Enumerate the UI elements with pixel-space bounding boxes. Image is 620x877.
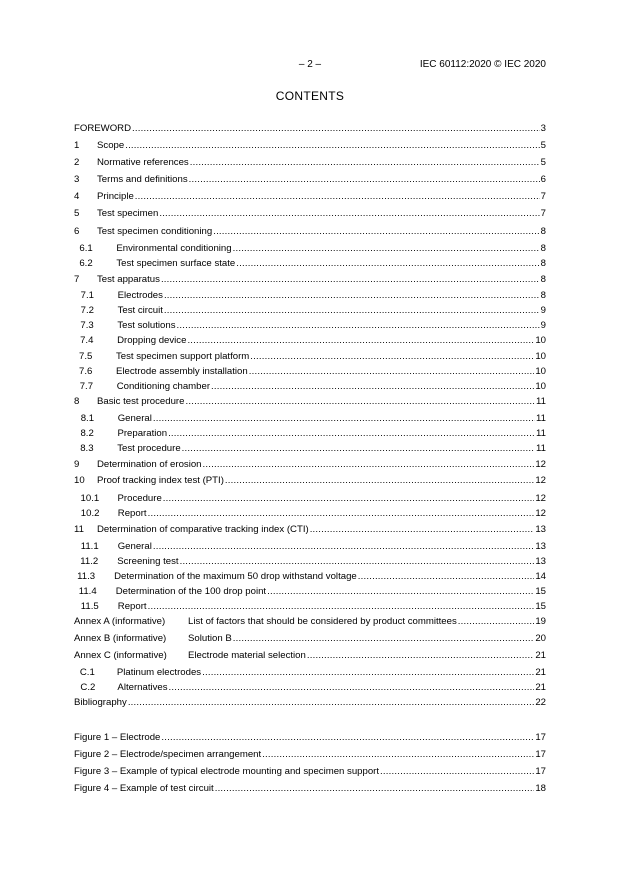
toc-entry-number: 11.4 xyxy=(78,586,97,597)
toc-page-number: 5 xyxy=(540,140,546,151)
toc-entry-title: Test procedure xyxy=(117,443,181,454)
toc-entry-number: Annex C (informative) xyxy=(74,650,167,661)
toc-entry-title: Proof tracking index test (PTI) xyxy=(97,475,224,486)
toc-entry-number: 4 xyxy=(74,191,80,202)
toc-entry-title: Procedure xyxy=(117,493,162,504)
toc-entry-number: 8.1 xyxy=(80,413,95,424)
dot-leader xyxy=(148,508,535,520)
figure-list-item[interactable] xyxy=(74,783,546,795)
toc-entry[interactable] xyxy=(74,541,546,553)
toc-entry-number: C.2 xyxy=(80,682,96,693)
figure-title: Figure 1 – Electrode xyxy=(74,732,161,743)
dot-leader xyxy=(262,749,534,761)
dot-leader xyxy=(458,616,535,628)
dot-leader xyxy=(159,208,539,220)
dot-leader xyxy=(190,157,540,169)
toc-entry[interactable] xyxy=(74,475,546,487)
dot-leader xyxy=(177,320,540,332)
toc-entry[interactable] xyxy=(74,601,546,613)
toc-page-number: 10 xyxy=(535,366,546,377)
toc-page-number: 15 xyxy=(535,601,546,612)
toc-entry-title: Determination of the 100 drop point xyxy=(115,586,267,597)
toc-entry-number: 11 xyxy=(74,524,84,535)
dot-leader xyxy=(164,290,540,302)
toc-entry-number: 7.7 xyxy=(79,381,94,392)
toc-entry[interactable] xyxy=(74,351,546,363)
toc-entry[interactable] xyxy=(74,616,546,628)
toc-entry-title: Dropping device xyxy=(117,335,187,346)
toc-page-number: 9 xyxy=(540,305,546,316)
toc-page-number: 17 xyxy=(535,732,546,743)
toc-entry-title: Test specimen support platform xyxy=(115,351,250,362)
toc-entry[interactable] xyxy=(74,243,546,255)
toc-entry[interactable] xyxy=(74,366,546,378)
toc-entry-title: Electrodes xyxy=(117,290,163,301)
toc-entry-title: Test solutions xyxy=(117,320,176,331)
toc-entry-title: General xyxy=(117,413,152,424)
toc-entry-title: Scope xyxy=(97,140,125,151)
toc-page-number: 21 xyxy=(535,667,546,678)
toc-page-number: 17 xyxy=(535,766,546,777)
toc-entry-number: 1 xyxy=(74,140,80,151)
toc-entry-title: Test specimen xyxy=(97,208,159,219)
dot-leader xyxy=(225,475,534,487)
toc-entry[interactable] xyxy=(74,274,546,286)
toc-entry-title: Test circuit xyxy=(117,305,163,316)
toc-entry[interactable] xyxy=(74,396,546,408)
dot-leader xyxy=(233,633,535,645)
toc-page-number: 19 xyxy=(535,616,546,627)
toc-entry-title: Principle xyxy=(97,191,134,202)
toc-page-number: 12 xyxy=(535,475,546,486)
toc-entry-title: Test specimen conditioning xyxy=(97,226,213,237)
toc-entry-title: Determination of comparative tracking index (CTI) xyxy=(97,524,309,535)
toc-page-number: 7 xyxy=(540,191,546,202)
toc-entry[interactable] xyxy=(74,443,546,455)
toc-entry[interactable] xyxy=(74,191,546,203)
toc-entry[interactable] xyxy=(74,123,546,135)
dot-leader xyxy=(153,413,535,425)
dot-leader xyxy=(250,351,534,363)
dot-leader xyxy=(233,243,540,255)
toc-entry-title: Basic test procedure xyxy=(97,396,185,407)
dot-leader xyxy=(153,541,534,553)
dot-leader xyxy=(249,366,535,378)
toc-entry[interactable] xyxy=(74,428,546,440)
page-title: CONTENTS xyxy=(275,89,345,103)
toc-entry-number: Annex B (informative) xyxy=(74,633,167,644)
toc-page-number: 17 xyxy=(535,749,546,760)
figure-list-item[interactable] xyxy=(74,749,546,761)
toc-entry[interactable] xyxy=(74,140,546,152)
toc-page-number: 7 xyxy=(540,208,546,219)
toc-page-number: 21 xyxy=(535,650,546,661)
toc-entry-number: 9 xyxy=(74,459,80,470)
toc-entry-title: Solution B xyxy=(188,633,232,644)
toc-entry[interactable] xyxy=(74,335,546,347)
dot-leader xyxy=(161,274,540,286)
dot-leader xyxy=(358,571,535,583)
dot-leader xyxy=(203,459,535,471)
dot-leader xyxy=(185,396,535,408)
dot-leader xyxy=(267,586,534,598)
dot-leader xyxy=(161,732,534,744)
toc-entry-number: 10.1 xyxy=(80,493,100,504)
toc-entry-number: 3 xyxy=(74,174,80,185)
toc-entry[interactable] xyxy=(74,633,546,645)
toc-page-number: 9 xyxy=(540,320,546,331)
dot-leader xyxy=(128,697,535,709)
toc-entry[interactable] xyxy=(74,508,546,520)
toc-page-number: 13 xyxy=(535,524,546,535)
toc-entry-title: Determination of the maximum 50 drop withstand voltage xyxy=(114,571,357,582)
toc-entry-title: Test apparatus xyxy=(97,274,160,285)
toc-entry[interactable] xyxy=(74,556,546,568)
toc-page-number: 11 xyxy=(536,413,546,424)
toc-entry-number: 6.2 xyxy=(79,258,93,269)
toc-page-number: 5 xyxy=(540,157,546,168)
toc-page-number: 8 xyxy=(540,226,546,237)
toc-page-number: 8 xyxy=(540,258,546,269)
toc-entry[interactable] xyxy=(74,381,546,393)
toc-entry[interactable] xyxy=(74,682,546,694)
toc-entry[interactable] xyxy=(74,667,546,679)
toc-page-number: 8 xyxy=(540,274,546,285)
toc-page-number: 13 xyxy=(535,556,546,567)
toc-entry-number: 7.1 xyxy=(80,290,94,301)
toc-entry-title: Screening test xyxy=(117,556,179,567)
toc-entry[interactable] xyxy=(74,571,546,583)
toc-page-number: 22 xyxy=(535,697,546,708)
dot-leader xyxy=(307,650,534,662)
toc-entry-title: Preparation xyxy=(117,428,168,439)
toc-entry-number: 7 xyxy=(74,274,80,285)
toc-entry-title: Environmental conditioning xyxy=(116,243,232,254)
page-number: – 2 – xyxy=(298,59,322,70)
toc-page-number: 21 xyxy=(535,682,546,693)
toc-entry-number: 7.4 xyxy=(80,335,94,346)
toc-entry-title: FOREWORD xyxy=(74,123,132,134)
toc-entry-number: 6 xyxy=(74,226,80,237)
toc-entry[interactable] xyxy=(74,524,546,536)
toc-entry-number: 11.1 xyxy=(80,541,99,552)
toc-page-number: 11 xyxy=(536,428,546,439)
toc-entry-title: Platinum electrodes xyxy=(116,667,202,678)
toc-entry[interactable] xyxy=(74,459,546,471)
dot-leader xyxy=(187,335,534,347)
toc-entry[interactable] xyxy=(74,157,546,169)
toc-entry-title: List of factors that should be considered by product committees xyxy=(188,616,457,627)
dot-leader xyxy=(168,428,535,440)
dot-leader xyxy=(125,140,539,152)
toc-entry-number: 11.2 xyxy=(80,556,99,567)
figure-title: Figure 2 – Electrode/specimen arrangement xyxy=(74,749,262,760)
dot-leader xyxy=(164,305,540,317)
dot-leader xyxy=(163,493,535,505)
document-reference: IEC 60112:2020 © IEC 2020 xyxy=(419,59,546,70)
dot-leader xyxy=(202,667,534,679)
dot-leader xyxy=(132,123,540,135)
toc-page-number: 6 xyxy=(540,174,546,185)
toc-page-number: 11 xyxy=(536,443,546,454)
toc-entry-title: Report xyxy=(117,601,147,612)
toc-entry-title: Determination of erosion xyxy=(97,459,202,470)
toc-entry-title: Report xyxy=(117,508,147,519)
toc-page-number: 13 xyxy=(535,541,546,552)
figure-title: Figure 3 – Example of typical electrode mounting and specimen support xyxy=(74,766,380,777)
toc-entry-number: 8.3 xyxy=(80,443,94,454)
toc-entry-number: 7.6 xyxy=(79,366,93,377)
toc-page-number: 10 xyxy=(535,351,546,362)
toc-entry[interactable] xyxy=(74,413,546,425)
dot-leader xyxy=(180,556,535,568)
toc-page-number: 14 xyxy=(535,571,546,582)
toc-entry-number: 8 xyxy=(74,396,80,407)
toc-page-number: 12 xyxy=(535,508,546,519)
toc-page-number: 10 xyxy=(535,381,546,392)
toc-entry-title: Electrode assembly installation xyxy=(116,366,248,377)
toc-entry[interactable] xyxy=(74,697,546,709)
toc-entry[interactable] xyxy=(74,174,546,186)
toc-page-number: 8 xyxy=(540,290,546,301)
toc-entry-number: Annex A (informative) xyxy=(74,616,166,627)
toc-page-number: 11 xyxy=(536,396,546,407)
toc-entry-number: C.1 xyxy=(79,667,95,678)
toc-page-number: 18 xyxy=(535,783,546,794)
dot-leader xyxy=(189,174,540,186)
toc-entry-title: Test specimen surface state xyxy=(116,258,236,269)
dot-leader xyxy=(215,783,535,795)
figure-list-item[interactable] xyxy=(74,766,546,778)
toc-page-number: 8 xyxy=(540,243,546,254)
figure-title: Figure 4 – Example of test circuit xyxy=(74,783,214,794)
dot-leader xyxy=(236,258,539,270)
toc-entry[interactable] xyxy=(74,208,546,220)
toc-entry[interactable] xyxy=(74,305,546,317)
toc-entry-number: 2 xyxy=(74,157,80,168)
dot-leader xyxy=(169,682,535,694)
toc-entry-number: 7.5 xyxy=(78,351,93,362)
toc-entry-number: 5 xyxy=(74,208,80,219)
toc-page-number: 12 xyxy=(535,459,546,470)
dot-leader xyxy=(211,381,534,393)
toc-entry-number: 8.2 xyxy=(80,428,94,439)
toc-entry-title: Bibliography xyxy=(74,697,127,708)
dot-leader xyxy=(380,766,534,778)
toc-page-number: 3 xyxy=(540,123,546,134)
toc-entry[interactable] xyxy=(74,493,546,505)
dot-leader xyxy=(213,226,539,238)
toc-entry[interactable] xyxy=(74,650,546,662)
toc-page-number: 20 xyxy=(535,633,546,644)
toc-entry-title: Conditioning chamber xyxy=(116,381,211,392)
toc-entry-title: Normative references xyxy=(97,157,189,168)
dot-leader xyxy=(135,191,540,203)
toc-entry-title: Alternatives xyxy=(117,682,168,693)
dot-leader xyxy=(310,524,535,536)
toc-entry[interactable] xyxy=(74,586,546,598)
toc-entry[interactable] xyxy=(74,258,546,270)
toc-entry-title: Electrode material selection xyxy=(188,650,306,661)
toc-page-number: 15 xyxy=(535,586,546,597)
dot-leader xyxy=(182,443,535,455)
toc-page-number: 12 xyxy=(535,493,546,504)
toc-page-number: 10 xyxy=(535,335,546,346)
toc-entry-title: Terms and definitions xyxy=(97,174,188,185)
dot-leader xyxy=(148,601,535,613)
toc-entry-number: 6.1 xyxy=(79,243,93,254)
toc-entry[interactable] xyxy=(74,320,546,332)
figure-list-item[interactable] xyxy=(74,732,546,744)
toc-entry-number: 7.3 xyxy=(80,320,94,331)
toc-entry-number: 10.2 xyxy=(80,508,100,519)
toc-entry-title: General xyxy=(117,541,152,552)
toc-entry[interactable] xyxy=(74,226,546,238)
toc-entry-number: 11.3 xyxy=(77,571,96,582)
toc-entry[interactable] xyxy=(74,290,546,302)
toc-entry-number: 10 xyxy=(74,475,85,486)
toc-entry-number: 11.5 xyxy=(80,601,99,612)
toc-entry-number: 7.2 xyxy=(80,305,94,316)
